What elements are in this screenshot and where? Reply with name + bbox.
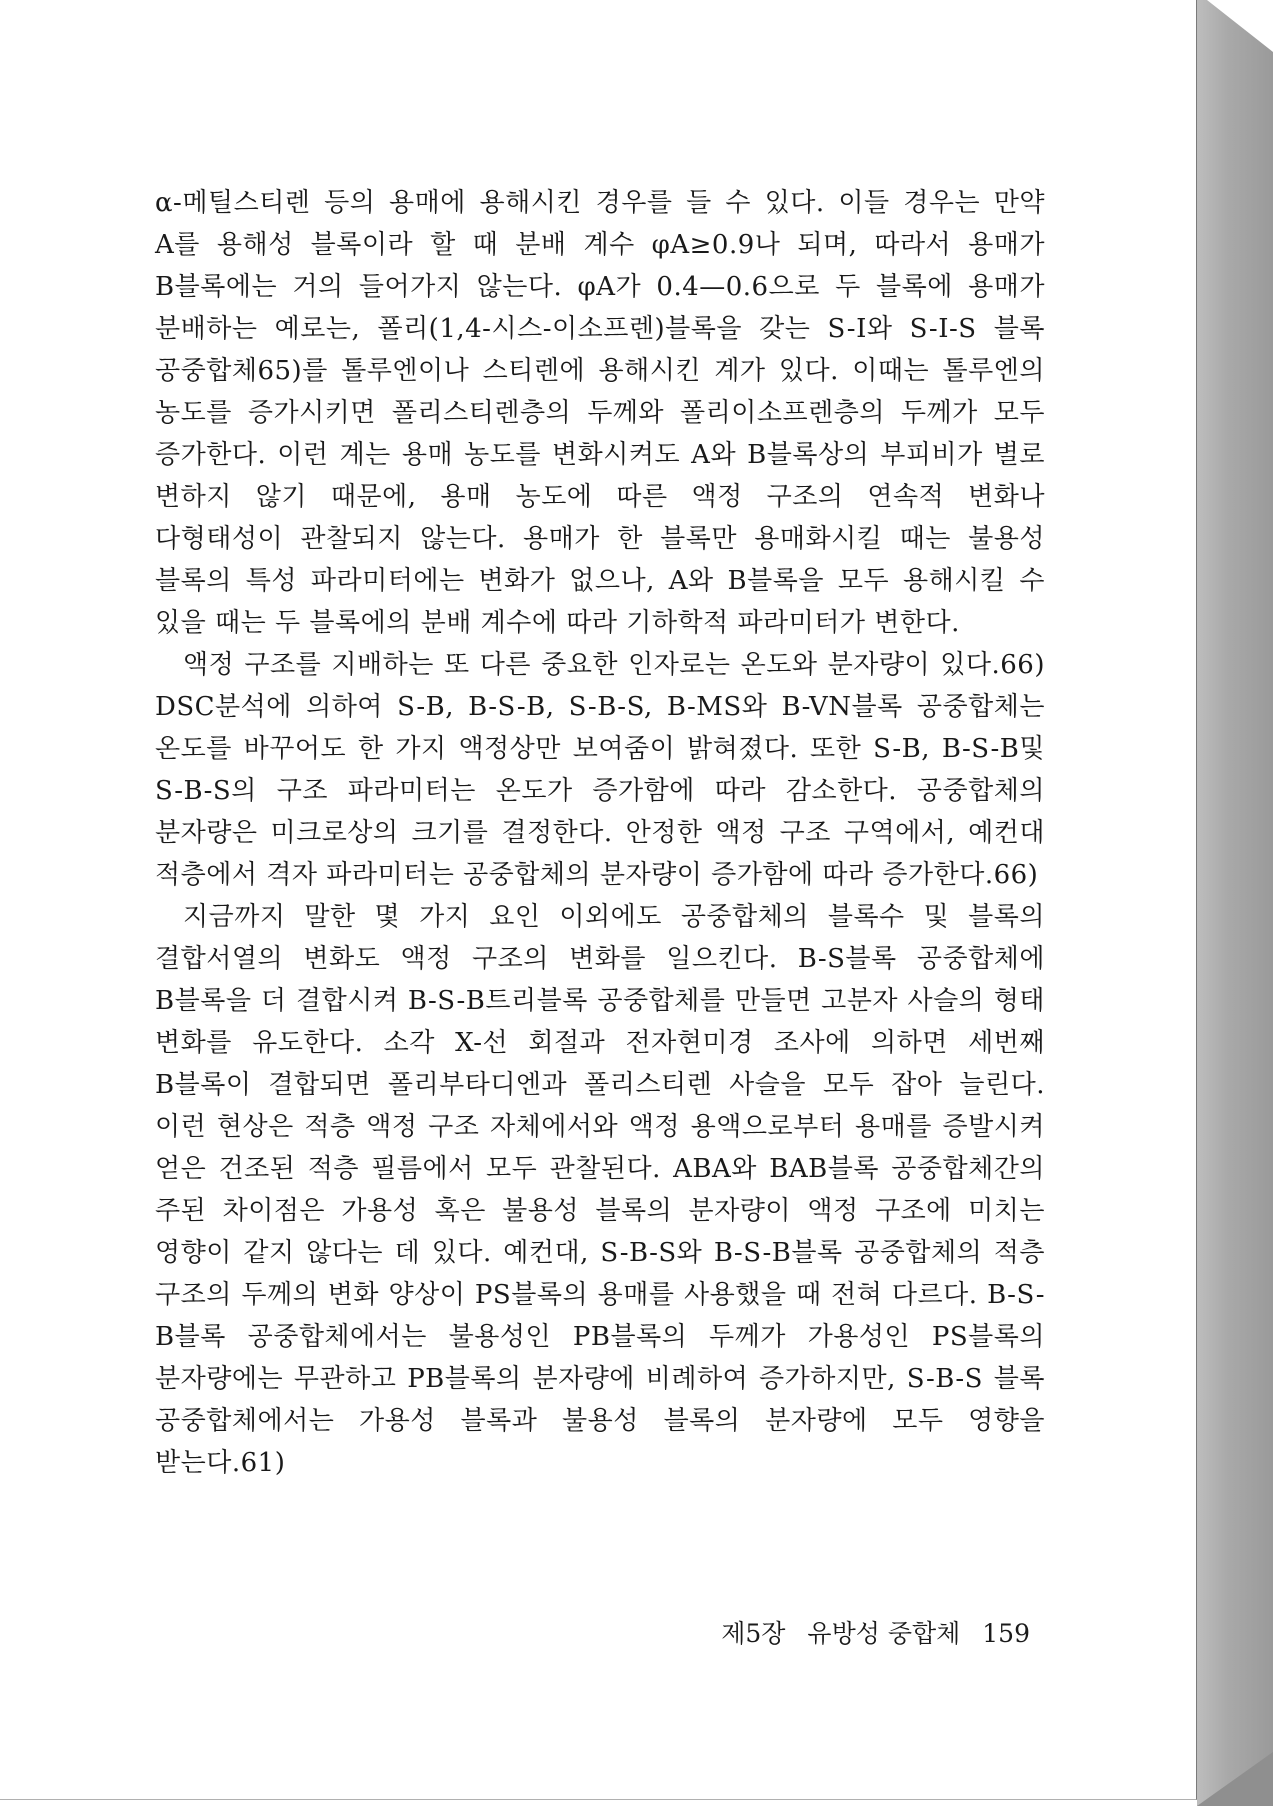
page-footer [690, 1614, 1030, 1650]
book-page-edge [1197, 0, 1273, 1806]
chapter-number: 제5장 [721, 1619, 786, 1648]
paragraph-3: 지금까지 말한 몇 가지 요인 이외에도 공중합체의 블록수 및 블록의 결합서열의 변화도 액정 구조의 변화를 일으킨다. B-S블록 공중합체에 B블록을 더 결합시켜 B-S-B트리블록 공중합체를 만들면 고분자 사슬의 형태 변화를 유도한다. 소각 X-선 회절과 전자현미경 조사에 의하면 세번째 B블록이 결합되면 폴리부타디엔과 폴리스티렌 사슬을 모두 잡아 늘린다. 이런 현상은 적층 액정 구조 자체에서와 액정 용액으로부터 용매를 증발시켜 얻은 건조된 적층 필름에서 모두 관찰된다. ABA와 BAB블록 공중합체간의 주된 차이점은 가용성 혹은 불용성 블록의 분자량이 액정 구조에 미치는 영향이 같지 않다는 데 있다. 예컨대, S-B-S와 B-S-B블록 공중합체의 적층 구조의 두께의 변화 양상이 PS블록의 용매를 사용했을 때 전혀 다르다. B-S-B블록 공중합체에서는 불용성인 PB블록의 두께가 가용성인 PS블록의 분자량에는 무관하고 PB블록의 분자량에 비례하여 증가하지만, S-B-S 블록 공중합체에서는 가용성 블록과 불용성 블록의 분자량에 모두 영향을 받는다.61) [155, 902, 1045, 1478]
body-text [155, 182, 1045, 1484]
page-number: 159 [982, 1619, 1030, 1648]
chapter-title: 유방성 중합체 [807, 1619, 961, 1648]
paragraph-2: 액정 구조를 지배하는 또 다른 중요한 인자로는 온도와 분자량이 있다.66) DSC분석에 의하여 S-B, B-S-B, S-B-S, B-MS와 B-VN블록 공중합체는 온도를 바꾸어도 한 가지 액정상만 보여줌이 밝혀졌다. 또한 S-B, B-S-B및 S-B-S의 구조 파라미터는 온도가 증가함에 따라 감소한다. 공중합체의 분자량은 미크로상의 크기를 결정한다. 안정한 액정 구조 구역에서, 예컨대 적층에서 격자 파라미터는 공중합체의 분자량이 증가함에 따라 증가한다.66) [155, 650, 1045, 890]
paragraph-1: α-메틸스티렌 등의 용매에 용해시킨 경우를 들 수 있다. 이들 경우는 만약 A를 용해성 블록이라 할 때 분배 계수 φA≥0.9나 되며, 따라서 용매가 B블록에는 거의 들어가지 않는다. φA가 0.4—0.6으로 두 블록에 용매가 분배하는 예로는, 폴리(1,4-시스-이소프렌)블록을 갖는 S-I와 S-I-S 블록 공중합체65)를 톨루엔이나 스티렌에 용해시킨 계가 있다. 이때는 톨루엔의 농도를 증가시키면 폴리스티렌층의 두께와 폴리이소프렌층의 두께가 모두 증가한다. 이런 계는 용매 농도를 변화시켜도 A와 B블록상의 부피비가 별로 변하지 않기 때문에, 용매 농도에 따른 액정 구조의 연속적 변화나 다형태성이 관찰되지 않는다. 용매가 한 블록만 용매화시킬 때는 불용성 블록의 특성 파라미터에는 변화가 없으나, A와 B블록을 모두 용해시킬 수 있을 때는 두 블록에의 분배 계수에 따라 기하학적 파라미터가 변한다. [155, 188, 1045, 638]
